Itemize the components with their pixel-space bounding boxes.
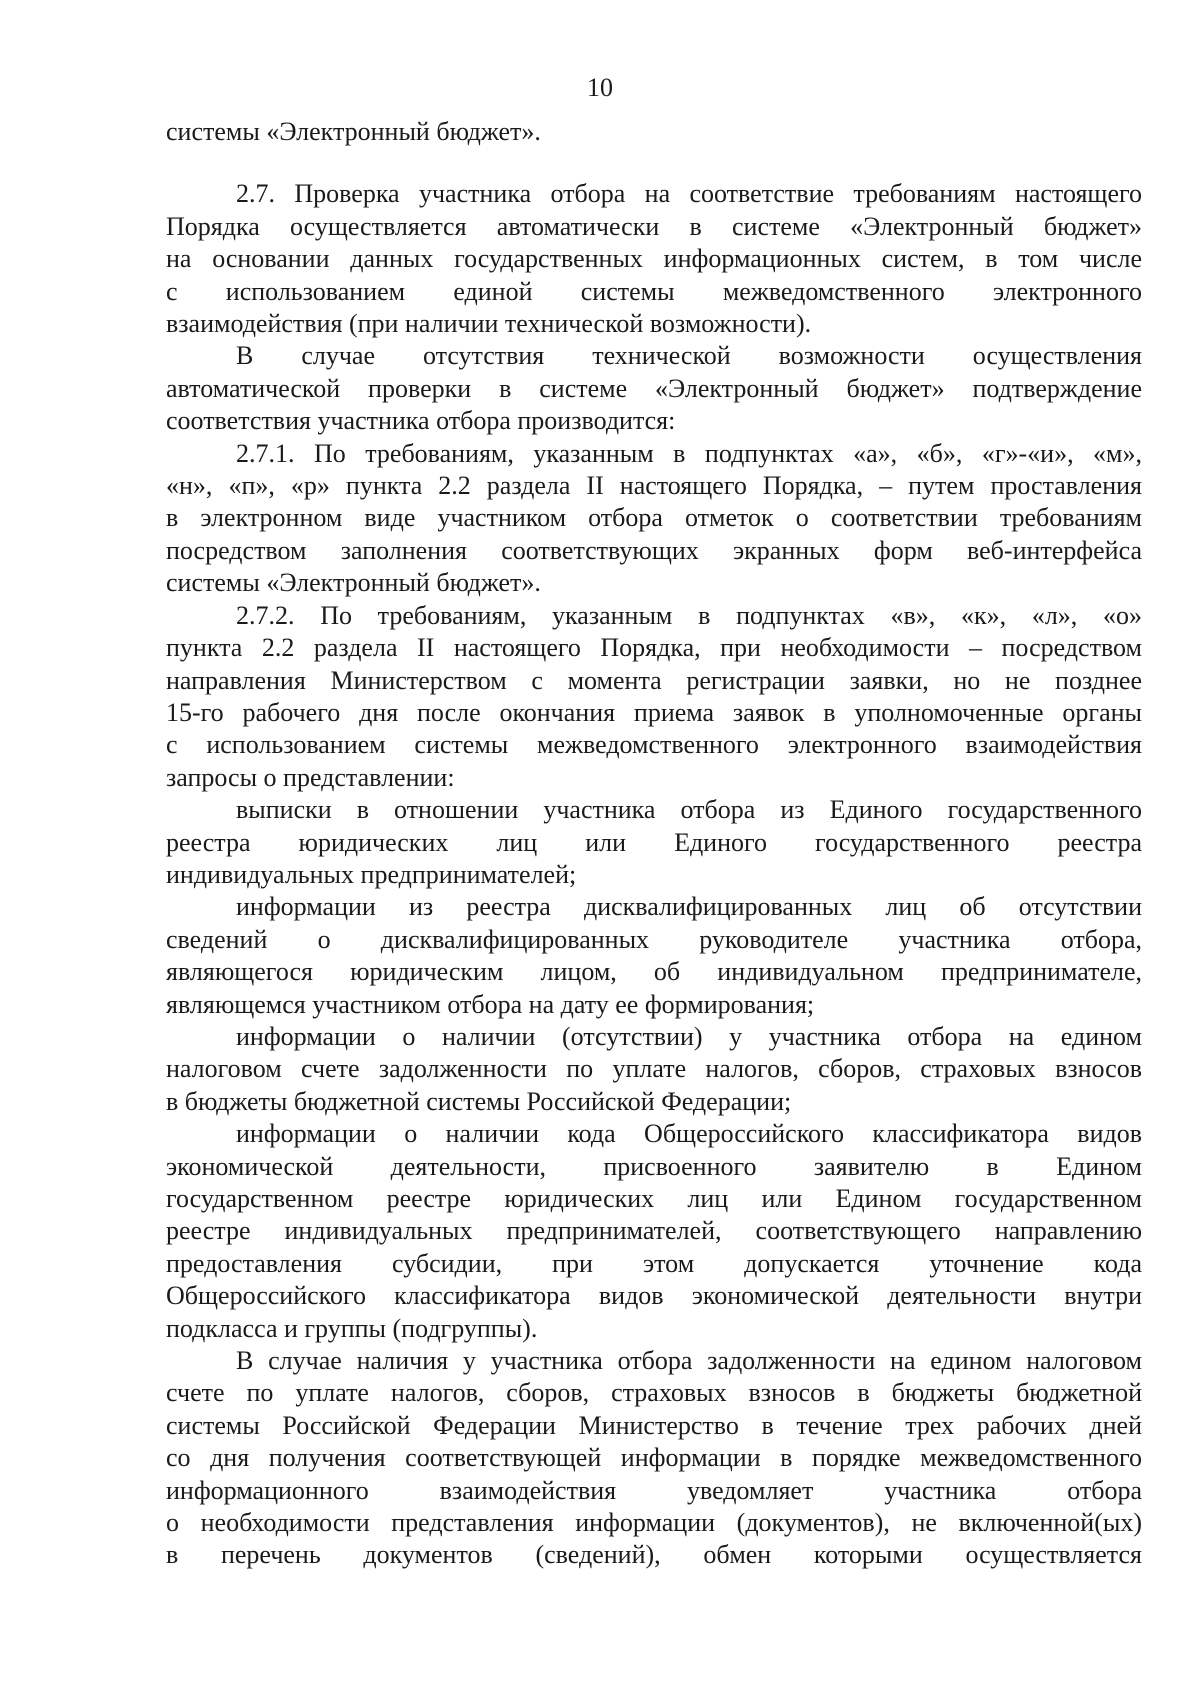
text-line: 2.7.1. По требованиям, указанным в подпунктах «а», «б», «г»-«и», «м», — [236, 438, 1142, 468]
text-line: счете по уплате налогов, сборов, страховых взносов в бюджеты бюджетной — [166, 1378, 1142, 1408]
text-line: на основании данных государственных информационных систем, в том числе — [166, 244, 1142, 274]
text-line: В случае наличия у участника отбора задолженности на едином налоговом — [236, 1346, 1142, 1376]
text-line: являющемся участником отбора на дату ее формирования; — [166, 989, 815, 1019]
text-line: Общероссийского классификатора видов экономической деятельности внутри — [166, 1281, 1142, 1311]
text-line: выписки в отношении участника отбора из Единого государственного — [236, 795, 1142, 825]
text-line: информации из реестра дисквалифицированных лиц об отсутствии — [236, 892, 1142, 922]
text-line: системы Российской Федерации Министерство в течение трех рабочих дней — [166, 1410, 1142, 1440]
text-line: реестре индивидуальных предпринимателей, соответствующего направлению — [166, 1216, 1142, 1246]
text-line: в электронном виде участником отбора отметок о соответствии требованиям — [166, 503, 1142, 533]
paragraph — [166, 438, 1142, 600]
text-line: информации о наличии (отсутствии) у участника отбора на едином — [236, 1021, 1142, 1051]
text-line: сведений о дисквалифицированных руководителе участника отбора, — [166, 924, 1142, 954]
text-line: запросы о представлении: — [166, 762, 455, 792]
paragraph — [166, 891, 1142, 1021]
text-line: В случае отсутствия технической возможности осуществления — [236, 341, 1142, 371]
document-body — [166, 116, 1142, 1572]
text-line: налоговом счете задолженности по уплате налогов, сборов, страховых взносов — [166, 1054, 1142, 1084]
text-line: 2.7. Проверка участника отбора на соответствие требованиям настоящего — [236, 179, 1142, 209]
paragraph — [166, 116, 1142, 148]
text-line: со дня получения соответствующей информации в порядке межведомственного — [166, 1443, 1142, 1473]
paragraph — [166, 340, 1142, 437]
paragraph — [166, 600, 1142, 794]
text-line: в бюджеты бюджетной системы Российской Федерации; — [166, 1086, 792, 1116]
paragraph — [166, 1021, 1142, 1118]
text-line: с использованием единой системы межведомственного электронного — [166, 276, 1142, 306]
text-line: являющегося юридическим лицом, об индивидуальном предпринимателе, — [166, 957, 1142, 987]
text-line: направления Министерством с момента регистрации заявки, но не позднее — [166, 665, 1142, 695]
text-line: индивидуальных предпринимателей; — [166, 859, 577, 889]
text-line: реестра юридических лиц или Единого государственного реестра — [166, 827, 1142, 857]
text-line: подкласса и группы (подгруппы). — [166, 1313, 538, 1343]
text-line: посредством заполнения соответствующих экранных форм веб-интерфейса — [166, 535, 1142, 565]
text-line: пункта 2.2 раздела II настоящего Порядка, при необходимости – посредством — [166, 633, 1142, 663]
text-line: Порядка осуществляется автоматически в системе «Электронный бюджет» — [166, 211, 1142, 241]
text-line: автоматической проверки в системе «Электронный бюджет» подтверждение — [166, 373, 1142, 403]
page-number: 10 — [587, 73, 613, 102]
text-line: в перечень документов (сведений), обмен которыми осуществляется — [166, 1540, 1142, 1570]
text-line: взаимодействия (при наличии технической возможности). — [166, 309, 812, 339]
text-line: информационного взаимодействия уведомляет участника отбора — [166, 1475, 1142, 1505]
text-line: с использованием системы межведомственного электронного взаимодействия — [166, 730, 1142, 760]
text-line: о необходимости представления информации (документов), не включенной(ых) — [166, 1508, 1142, 1538]
text-line: 15-го рабочего дня после окончания приема заявок в уполномоченные органы — [166, 697, 1142, 727]
paragraph — [166, 1118, 1142, 1345]
text-line: экономической деятельности, присвоенного заявителю в Едином — [166, 1151, 1142, 1181]
paragraph — [166, 1345, 1142, 1572]
text-line: информации о наличии кода Общероссийского классификатора видов — [236, 1119, 1142, 1149]
text-line: предоставления субсидии, при этом допускается уточнение кода — [166, 1248, 1142, 1278]
paragraph — [166, 794, 1142, 891]
text-line: соответствия участника отбора производится: — [166, 406, 676, 436]
paragraph — [166, 178, 1142, 340]
text-line: государственном реестре юридических лиц или Едином государственном — [166, 1184, 1142, 1213]
text-line: 2.7.2. По требованиям, указанным в подпунктах «в», «к», «л», «о» — [236, 600, 1142, 630]
text-line: системы «Электронный бюджет». — [166, 568, 541, 598]
text-line: «н», «п», «р» пункта 2.2 раздела II настоящего Порядка, – путем проставления — [166, 471, 1142, 501]
text-line: системы «Электронный бюджет». — [166, 117, 541, 146]
